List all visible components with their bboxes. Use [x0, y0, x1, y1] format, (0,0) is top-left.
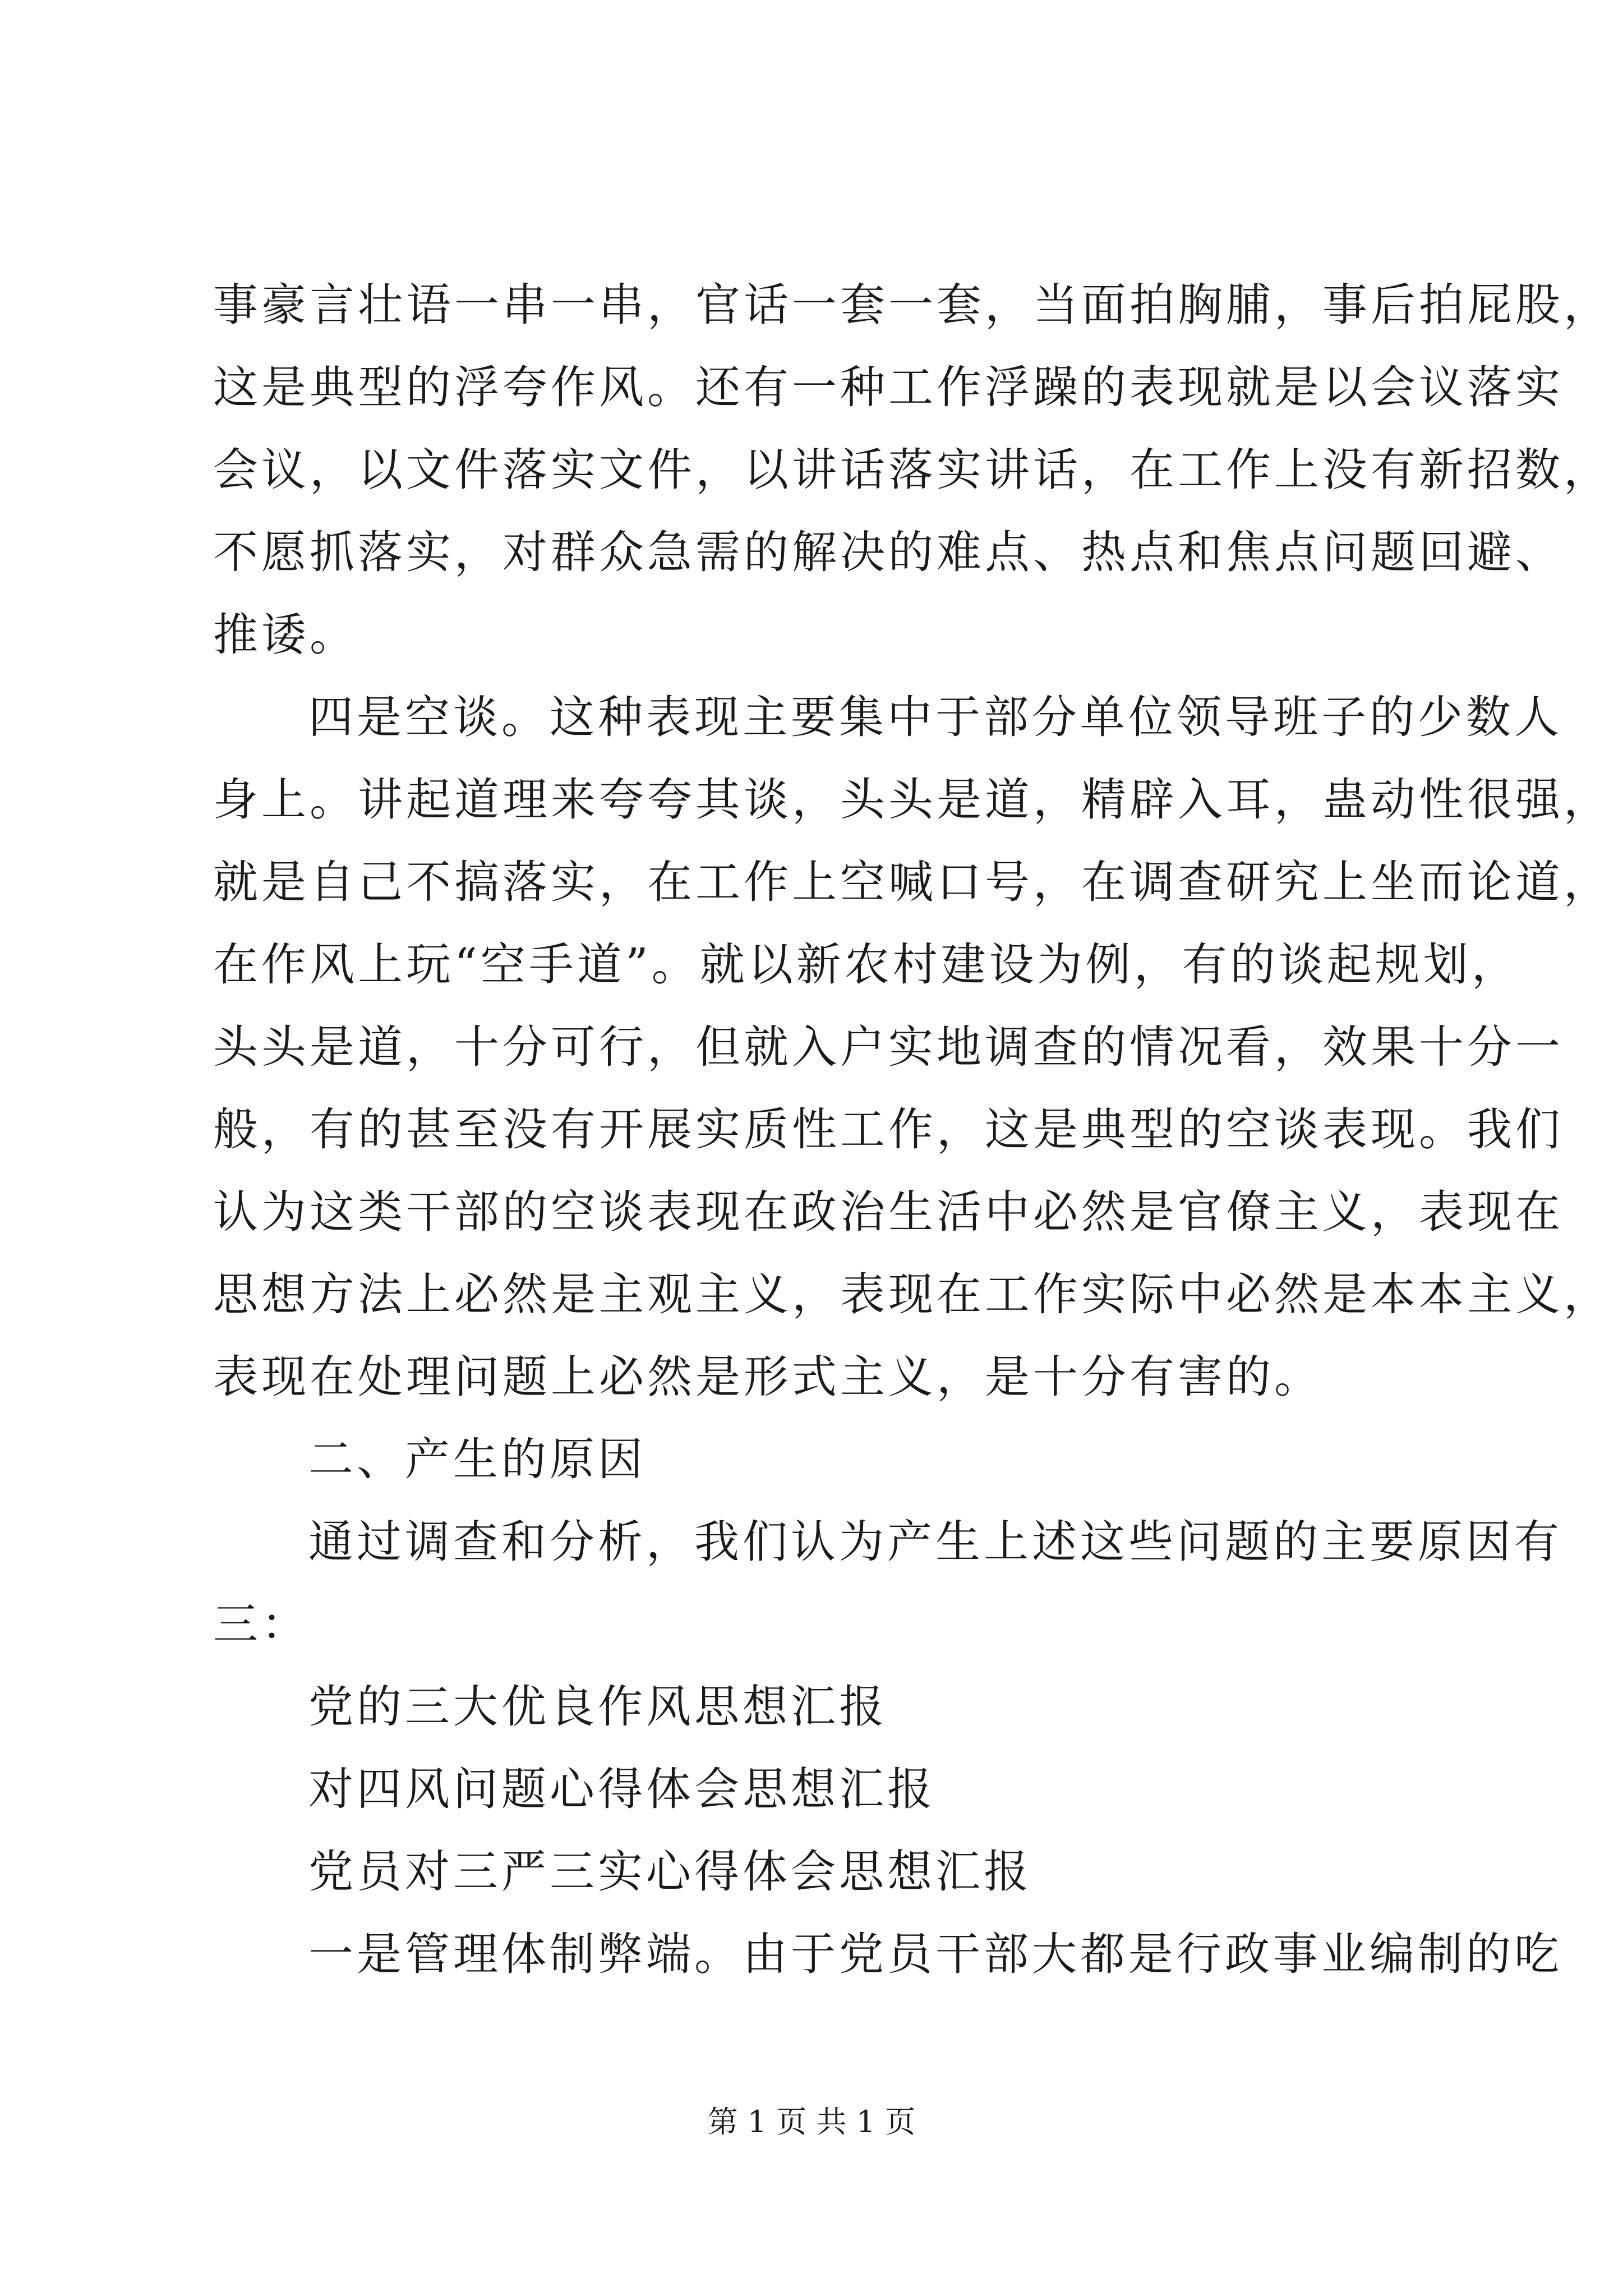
- text-line: 会议，以文件落实文件，以讲话落实讲话，在工作上没有新招数，: [213, 444, 1612, 496]
- text-line: 对四风问题心得体会思想汇报: [308, 1763, 935, 1815]
- text-line: 通过调查和分析，我们认为产生上述这些问题的主要原因有: [308, 1516, 1562, 1568]
- text-line: 党员对三严三实心得体会思想汇报: [308, 1846, 1032, 1898]
- text-line: 般，有的甚至没有开展实质性工作，这是典型的空谈表现。我们: [213, 1103, 1564, 1156]
- text-line: 四是空谈。这种表现主要集中于部分单位领导班子的少数人: [308, 691, 1562, 743]
- text-line: 这是典型的浮夸作风。还有一种工作浮躁的表现就是以会议落实: [213, 361, 1564, 413]
- text-line: 表现在处理问题上必然是形式主义，是十分有害的。: [213, 1351, 1322, 1403]
- text-line: 一是管理体制弊端。由于党员干部大都是行政事业编制的吃: [308, 1928, 1562, 1980]
- text-line: 就是自己不搞落实，在工作上空喊口号，在调查研究上坐而论道，: [213, 856, 1612, 908]
- page-footer: 第 1 页 共 1 页: [707, 2104, 916, 2139]
- document-body: [213, 264, 1612, 1995]
- text-line: 头头是道，十分可行，但就入户实地调查的情况看，效果十分一: [213, 1021, 1564, 1073]
- text-line: 思想方法上必然是主观主义，表现在工作实际中必然是本本主义，: [213, 1268, 1612, 1320]
- text-line: 不愿抓落实，对群众急需的解决的难点、热点和焦点问题回避、: [213, 526, 1564, 578]
- text-line: 在作风上玩“空手道”。就以新农村建设为例，有的谈起规划，: [213, 938, 1520, 991]
- text-line: 三：: [213, 1598, 310, 1650]
- text-line: 认为这类干部的空谈表现在政治生活中必然是官僚主义，表现在: [213, 1186, 1564, 1238]
- text-line: 身上。讲起道理来夸夸其谈，头头是道，精辟入耳，蛊动性很强，: [213, 774, 1612, 826]
- text-line: 事豪言壮语一串一串，官话一套一套，当面拍胸脯，事后拍屁股，: [213, 279, 1612, 331]
- text-line: 推诿。: [213, 609, 358, 661]
- text-line: 党的三大优良作风思想汇报: [308, 1681, 887, 1733]
- text-line: 二、产生的原因: [308, 1433, 646, 1485]
